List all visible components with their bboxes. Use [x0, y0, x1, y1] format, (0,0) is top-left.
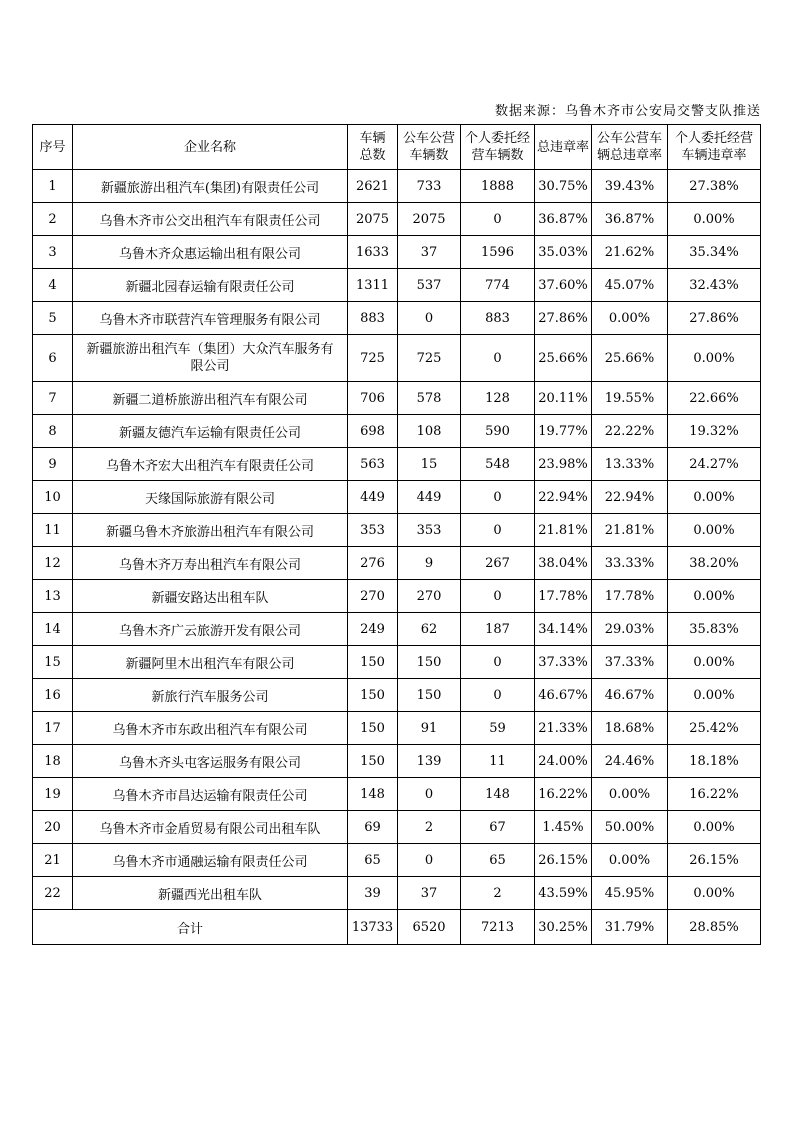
total-private: 7213 [461, 910, 535, 945]
row-index: 20 [33, 811, 73, 844]
total-vehicles: 150 [348, 679, 398, 712]
total-vehicles: 1633 [348, 236, 398, 269]
violation-rate-table [32, 124, 761, 945]
private-rate: 0.00% [668, 580, 761, 613]
header-public-line2: 车辆数 [409, 148, 449, 163]
header-total-line1: 车辆 [359, 131, 386, 146]
total-vehicles: 39 [348, 877, 398, 910]
public-vehicles: 578 [398, 382, 461, 415]
public-vehicles: 37 [398, 877, 461, 910]
row-index: 5 [33, 302, 73, 335]
total-vehicles: 449 [348, 481, 398, 514]
company-name: 乌鲁木齐市联营汽车管理服务有限公司 [73, 302, 348, 335]
public-rate: 17.78% [592, 580, 668, 613]
total-label: 合计 [33, 910, 348, 945]
row-index: 16 [33, 679, 73, 712]
table-row [33, 646, 761, 679]
private-vehicles: 267 [461, 547, 535, 580]
public-vehicles: 108 [398, 415, 461, 448]
company-name: 新疆旅游出租汽车（集团）大众汽车服务有限公司 [73, 335, 348, 382]
table-row [33, 382, 761, 415]
private-rate: 0.00% [668, 679, 761, 712]
public-rate: 36.87% [592, 203, 668, 236]
public-vehicles: 353 [398, 514, 461, 547]
private-vehicles: 0 [461, 580, 535, 613]
table-row [33, 269, 761, 302]
private-vehicles: 0 [461, 646, 535, 679]
table-body [33, 170, 761, 910]
row-index: 18 [33, 745, 73, 778]
header-private-vehicles [461, 125, 535, 170]
row-index: 14 [33, 613, 73, 646]
private-rate: 0.00% [668, 646, 761, 679]
table-row [33, 811, 761, 844]
row-index: 8 [33, 415, 73, 448]
private-vehicles: 148 [461, 778, 535, 811]
private-rate: 0.00% [668, 877, 761, 910]
company-name: 乌鲁木齐市东政出租汽车有限公司 [73, 712, 348, 745]
header-total-rate: 总违章率 [535, 125, 592, 170]
row-index: 21 [33, 844, 73, 877]
table-row [33, 170, 761, 203]
total-rate: 21.81% [535, 514, 592, 547]
public-vehicles: 15 [398, 448, 461, 481]
public-rate: 50.00% [592, 811, 668, 844]
total-rate: 30.75% [535, 170, 592, 203]
total-rate: 17.78% [535, 580, 592, 613]
public-vehicles: 449 [398, 481, 461, 514]
private-vehicles: 590 [461, 415, 535, 448]
total-vehicles: 150 [348, 745, 398, 778]
private-rate: 24.27% [668, 448, 761, 481]
total-rate: 43.59% [535, 877, 592, 910]
public-rate: 37.33% [592, 646, 668, 679]
header-private-rate-line2: 车辆违章率 [681, 148, 747, 163]
row-index: 17 [33, 712, 73, 745]
total-rate: 19.77% [535, 415, 592, 448]
total-vehicles: 150 [348, 646, 398, 679]
private-vehicles: 0 [461, 335, 535, 382]
header-public-rate [592, 125, 668, 170]
total-vehicles: 2621 [348, 170, 398, 203]
header-private-rate [668, 125, 761, 170]
company-name: 乌鲁木齐头屯客运服务有限公司 [73, 745, 348, 778]
header-index: 序号 [33, 125, 73, 170]
table-row [33, 613, 761, 646]
public-rate: 0.00% [592, 302, 668, 335]
total-rate: 26.15% [535, 844, 592, 877]
private-vehicles: 774 [461, 269, 535, 302]
table-row [33, 448, 761, 481]
private-vehicles: 128 [461, 382, 535, 415]
total-vehicles: 1311 [348, 269, 398, 302]
company-name: 新疆乌鲁木齐旅游出租汽车有限公司 [73, 514, 348, 547]
table-row [33, 712, 761, 745]
public-rate: 21.81% [592, 514, 668, 547]
table-row [33, 580, 761, 613]
company-name: 乌鲁木齐广云旅游开发有限公司 [73, 613, 348, 646]
table-row [33, 514, 761, 547]
public-vehicles: 733 [398, 170, 461, 203]
table-row [33, 203, 761, 236]
table-row [33, 778, 761, 811]
private-vehicles: 0 [461, 679, 535, 712]
row-index: 13 [33, 580, 73, 613]
company-name: 新旅行汽车服务公司 [73, 679, 348, 712]
private-rate: 22.66% [668, 382, 761, 415]
public-rate: 29.03% [592, 613, 668, 646]
company-name: 新疆西光出租车队 [73, 877, 348, 910]
row-index: 19 [33, 778, 73, 811]
private-vehicles: 187 [461, 613, 535, 646]
public-rate: 22.22% [592, 415, 668, 448]
public-rate: 0.00% [592, 844, 668, 877]
public-vehicles: 0 [398, 844, 461, 877]
total-vehicles: 698 [348, 415, 398, 448]
private-rate: 0.00% [668, 811, 761, 844]
public-rate: 46.67% [592, 679, 668, 712]
row-index: 7 [33, 382, 73, 415]
total-public: 6520 [398, 910, 461, 945]
public-rate: 18.68% [592, 712, 668, 745]
total-vehicles: 883 [348, 302, 398, 335]
total-vehicles: 69 [348, 811, 398, 844]
total-vehicles: 270 [348, 580, 398, 613]
total-rate: 38.04% [535, 547, 592, 580]
private-rate: 27.38% [668, 170, 761, 203]
private-rate: 0.00% [668, 514, 761, 547]
total-rate: 20.11% [535, 382, 592, 415]
private-vehicles: 0 [461, 481, 535, 514]
table-row [33, 415, 761, 448]
total-vehicles: 148 [348, 778, 398, 811]
total-vehicles: 249 [348, 613, 398, 646]
private-rate: 16.22% [668, 778, 761, 811]
public-rate: 0.00% [592, 778, 668, 811]
public-rate: 45.07% [592, 269, 668, 302]
private-rate: 35.34% [668, 236, 761, 269]
total-vehicles: 563 [348, 448, 398, 481]
private-rate: 35.83% [668, 613, 761, 646]
header-public-rate-line1: 公车公营车 [596, 131, 662, 146]
company-name: 乌鲁木齐众惠运输出租有限公司 [73, 236, 348, 269]
total-rate: 23.98% [535, 448, 592, 481]
public-rate: 13.33% [592, 448, 668, 481]
total-rate: 37.60% [535, 269, 592, 302]
total-rate: 22.94% [535, 481, 592, 514]
public-rate: 39.43% [592, 170, 668, 203]
public-vehicles: 150 [398, 646, 461, 679]
total-rate: 25.66% [535, 335, 592, 382]
company-name: 乌鲁木齐市通融运输有限责任公司 [73, 844, 348, 877]
row-index: 15 [33, 646, 73, 679]
header-private-line2: 营车辆数 [471, 148, 524, 163]
public-rate: 19.55% [592, 382, 668, 415]
private-vehicles: 59 [461, 712, 535, 745]
private-vehicles: 11 [461, 745, 535, 778]
public-vehicles: 62 [398, 613, 461, 646]
private-rate: 32.43% [668, 269, 761, 302]
private-vehicles: 1596 [461, 236, 535, 269]
private-rate: 38.20% [668, 547, 761, 580]
company-name: 新疆友德汽车运输有限责任公司 [73, 415, 348, 448]
private-vehicles: 548 [461, 448, 535, 481]
private-vehicles: 0 [461, 203, 535, 236]
company-name: 乌鲁木齐市昌达运输有限责任公司 [73, 778, 348, 811]
private-rate: 27.86% [668, 302, 761, 335]
private-rate: 0.00% [668, 481, 761, 514]
public-vehicles: 91 [398, 712, 461, 745]
company-name: 新疆二道桥旅游出租汽车有限公司 [73, 382, 348, 415]
header-public-vehicles [398, 125, 461, 170]
public-vehicles: 270 [398, 580, 461, 613]
table-row [33, 481, 761, 514]
public-vehicles: 0 [398, 778, 461, 811]
table-row [33, 745, 761, 778]
private-vehicles: 67 [461, 811, 535, 844]
public-vehicles: 725 [398, 335, 461, 382]
total-rate: 24.00% [535, 745, 592, 778]
private-vehicles: 65 [461, 844, 535, 877]
public-rate: 22.94% [592, 481, 668, 514]
public-rate: 25.66% [592, 335, 668, 382]
row-index: 6 [33, 335, 73, 382]
company-name: 乌鲁木齐万寿出租汽车有限公司 [73, 547, 348, 580]
public-vehicles: 139 [398, 745, 461, 778]
total-vehicles: 2075 [348, 203, 398, 236]
row-index: 4 [33, 269, 73, 302]
private-rate: 0.00% [668, 335, 761, 382]
company-name: 天缘国际旅游有限公司 [73, 481, 348, 514]
total-rate: 21.33% [535, 712, 592, 745]
total-vehicles: 150 [348, 712, 398, 745]
row-index: 10 [33, 481, 73, 514]
public-rate: 33.33% [592, 547, 668, 580]
row-index: 1 [33, 170, 73, 203]
public-rate: 21.62% [592, 236, 668, 269]
total-vehicles: 725 [348, 335, 398, 382]
total-row [33, 910, 761, 945]
table-header-row [33, 125, 761, 170]
header-private-rate-line1: 个人委托经营 [674, 131, 753, 146]
public-vehicles: 2 [398, 811, 461, 844]
private-vehicles: 2 [461, 877, 535, 910]
total-rate: 27.86% [535, 302, 592, 335]
public-vehicles: 2075 [398, 203, 461, 236]
company-name: 乌鲁木齐市公交出租汽车有限责任公司 [73, 203, 348, 236]
public-vehicles: 537 [398, 269, 461, 302]
row-index: 2 [33, 203, 73, 236]
total-vehicles: 706 [348, 382, 398, 415]
private-vehicles: 1888 [461, 170, 535, 203]
total-rate: 34.14% [535, 613, 592, 646]
table-row [33, 877, 761, 910]
company-name: 乌鲁木齐宏大出租汽车有限责任公司 [73, 448, 348, 481]
table-row [33, 302, 761, 335]
row-index: 3 [33, 236, 73, 269]
header-total-vehicles [348, 125, 398, 170]
total-private-rate: 28.85% [668, 910, 761, 945]
table-row [33, 679, 761, 712]
private-rate: 19.32% [668, 415, 761, 448]
header-company-name: 企业名称 [73, 125, 348, 170]
data-source-note: 数据来源：乌鲁木齐市公安局交警支队推送 [494, 104, 761, 119]
public-vehicles: 37 [398, 236, 461, 269]
public-vehicles: 150 [398, 679, 461, 712]
private-vehicles: 0 [461, 514, 535, 547]
private-rate: 26.15% [668, 844, 761, 877]
table-row [33, 335, 761, 382]
header-public-rate-line2: 辆总违章率 [596, 148, 662, 163]
header-total-line2: 总数 [359, 148, 386, 163]
total-public-rate: 31.79% [592, 910, 668, 945]
total-rate: 16.22% [535, 778, 592, 811]
private-rate: 0.00% [668, 203, 761, 236]
public-rate: 24.46% [592, 745, 668, 778]
public-vehicles: 9 [398, 547, 461, 580]
row-index: 12 [33, 547, 73, 580]
row-index: 22 [33, 877, 73, 910]
company-name: 乌鲁木齐市金盾贸易有限公司出租车队 [73, 811, 348, 844]
table-row [33, 236, 761, 269]
total-vehicles: 13733 [348, 910, 398, 945]
company-name: 新疆旅游出租汽车(集团)有限责任公司 [73, 170, 348, 203]
company-name: 新疆北园春运输有限责任公司 [73, 269, 348, 302]
company-name: 新疆安路达出租车队 [73, 580, 348, 613]
total-vehicles: 353 [348, 514, 398, 547]
total-rate: 36.87% [535, 203, 592, 236]
private-rate: 25.42% [668, 712, 761, 745]
row-index: 9 [33, 448, 73, 481]
public-vehicles: 0 [398, 302, 461, 335]
total-rate: 37.33% [535, 646, 592, 679]
private-vehicles: 883 [461, 302, 535, 335]
total-rate: 35.03% [535, 236, 592, 269]
total-vehicles: 276 [348, 547, 398, 580]
header-private-line1: 个人委托经 [464, 131, 530, 146]
table-row [33, 547, 761, 580]
company-name: 新疆阿里木出租汽车有限公司 [73, 646, 348, 679]
total-rate: 30.25% [535, 910, 592, 945]
table-row [33, 844, 761, 877]
row-index: 11 [33, 514, 73, 547]
header-public-line1: 公车公营 [402, 131, 455, 146]
total-rate: 1.45% [535, 811, 592, 844]
public-rate: 45.95% [592, 877, 668, 910]
total-rate: 46.67% [535, 679, 592, 712]
private-rate: 18.18% [668, 745, 761, 778]
total-vehicles: 65 [348, 844, 398, 877]
